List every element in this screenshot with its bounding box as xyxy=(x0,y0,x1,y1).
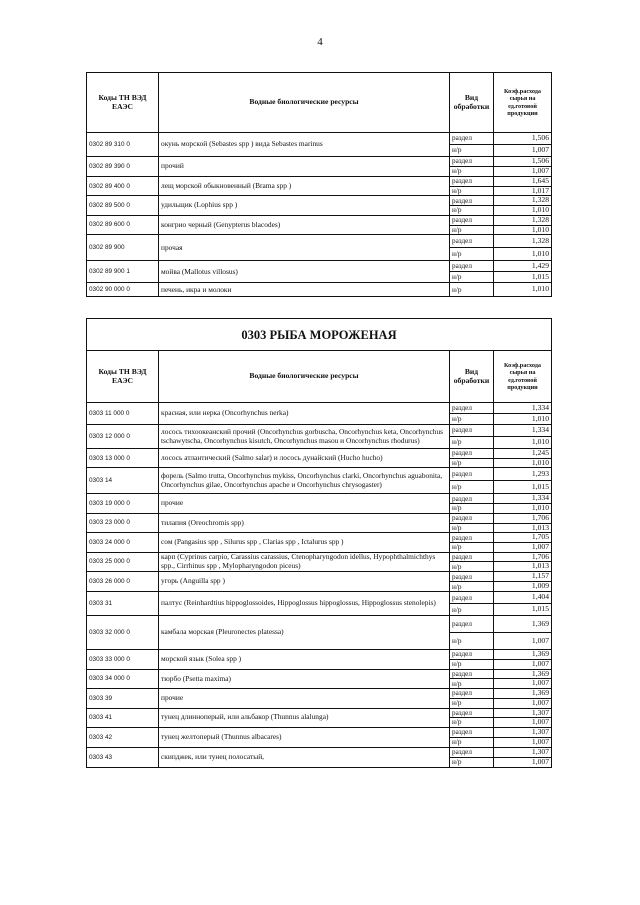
row-processing-kind: раздел xyxy=(450,552,494,562)
row-code: 0303 11 000 0 xyxy=(87,403,159,425)
row-coefficient: 1,010 xyxy=(494,225,552,235)
row-processing-kind: раздел xyxy=(450,468,494,481)
row-resource-name: скипджек, или тунец полосатый, xyxy=(159,747,450,767)
table-row xyxy=(87,449,552,459)
row-coefficient: 1,007 xyxy=(494,757,552,767)
table-row xyxy=(87,572,552,582)
table-row xyxy=(87,592,552,604)
row-coefficient: 1,245 xyxy=(494,449,552,459)
row-coefficient: 1,007 xyxy=(494,167,552,177)
row-code: 0303 42 xyxy=(87,727,159,747)
page-number: 4 xyxy=(317,36,323,48)
row-processing-kind: н/р xyxy=(450,481,494,494)
table-row xyxy=(87,708,552,718)
row-processing-kind: н/р xyxy=(450,504,494,514)
row-code: 0303 19 000 0 xyxy=(87,494,159,513)
row-coefficient: 1,007 xyxy=(494,659,552,669)
row-coefficient: 1,010 xyxy=(494,458,552,468)
row-code: 0302 89 900 xyxy=(87,235,159,261)
coefficients-table-0303 xyxy=(86,350,552,768)
row-code: 0303 34 000 0 xyxy=(87,669,159,688)
row-coefficient: 1,010 xyxy=(494,248,552,261)
row-resource-name: печень, икра и молоки xyxy=(159,283,450,297)
table-row xyxy=(87,533,552,543)
row-processing-kind: н/р xyxy=(450,562,494,572)
row-processing-kind: н/р xyxy=(450,659,494,669)
row-coefficient: 1,293 xyxy=(494,468,552,481)
row-processing-kind: раздел xyxy=(450,196,494,206)
table-row xyxy=(87,283,552,297)
row-resource-name: форель (Salmo trutta, Oncorhynchus mykiss, Oncorhynchus clarki, Oncorhynchus aguabonita, Oncorhynchus gilae, Oncorhynchus apache и Oncorhynchus chrysogaster) xyxy=(159,468,450,494)
row-processing-kind: н/р xyxy=(450,272,494,283)
row-processing-kind: раздел xyxy=(450,592,494,604)
row-coefficient: 1,013 xyxy=(494,562,552,572)
row-code: 0303 25 000 0 xyxy=(87,552,159,571)
row-resource-name: конгрио черный (Genypterus blacodes) xyxy=(159,215,450,234)
row-coefficient: 1,506 xyxy=(494,133,552,145)
row-resource-name: тунец длинноперый, или альбакор (Thunnus alalunga) xyxy=(159,708,450,727)
row-coefficient: 1,369 xyxy=(494,650,552,660)
row-processing-kind: раздел xyxy=(450,133,494,145)
row-coefficient: 1,017 xyxy=(494,186,552,196)
row-processing-kind: раздел xyxy=(450,215,494,225)
row-coefficient: 1,705 xyxy=(494,533,552,543)
header-coef: Коэф.расхода сырья на ед.готовой продукции xyxy=(494,351,552,403)
row-code: 0302 89 310 0 xyxy=(87,133,159,157)
row-code: 0303 24 000 0 xyxy=(87,533,159,552)
row-processing-kind: н/р xyxy=(450,679,494,689)
row-code: 0302 89 600 0 xyxy=(87,215,159,234)
section-title: 0303 РЫБА МОРОЖЕНАЯ xyxy=(86,318,552,350)
row-processing-kind: раздел xyxy=(450,494,494,504)
row-code: 0302 89 500 0 xyxy=(87,196,159,215)
row-code: 0303 12 000 0 xyxy=(87,425,159,449)
table-row xyxy=(87,689,552,699)
row-coefficient: 1,010 xyxy=(494,283,552,297)
row-coefficient: 1,007 xyxy=(494,737,552,747)
row-coefficient: 1,334 xyxy=(494,425,552,437)
row-coefficient: 1,007 xyxy=(494,679,552,689)
row-resource-name: мойва (Mallotus villosus) xyxy=(159,261,450,283)
row-code: 0303 39 xyxy=(87,689,159,708)
table-row xyxy=(87,494,552,504)
row-coefficient: 1,307 xyxy=(494,727,552,737)
row-coefficient: 1,007 xyxy=(494,698,552,708)
table-row xyxy=(87,215,552,225)
row-processing-kind: раздел xyxy=(450,261,494,272)
row-code: 0303 23 000 0 xyxy=(87,513,159,532)
row-processing-kind: н/р xyxy=(450,186,494,196)
table-body xyxy=(87,133,552,297)
table-row xyxy=(87,177,552,187)
row-processing-kind: раздел xyxy=(450,727,494,737)
row-processing-kind: раздел xyxy=(450,157,494,167)
row-resource-name: прочая xyxy=(159,235,450,261)
table-row xyxy=(87,747,552,757)
row-processing-kind: н/р xyxy=(450,414,494,425)
row-resource-name: лосось тихоокеанский прочий (Oncorhynchus gorbuscha, Oncorhynchus keta, Oncorhynchus tschawytscha, Oncorhynchus kisutch, Oncorhynchus masou и Oncorhynchus rhodurus) xyxy=(159,425,450,449)
row-coefficient: 1,015 xyxy=(494,272,552,283)
row-resource-name: прочие xyxy=(159,494,450,513)
table-row xyxy=(87,403,552,414)
row-processing-kind: раздел xyxy=(450,669,494,679)
row-coefficient: 1,010 xyxy=(494,414,552,425)
row-coefficient: 1,013 xyxy=(494,523,552,533)
row-processing-kind: н/р xyxy=(450,206,494,216)
row-coefficient: 1,429 xyxy=(494,261,552,272)
row-processing-kind: н/р xyxy=(450,248,494,261)
row-coefficient: 1,706 xyxy=(494,552,552,562)
table-row xyxy=(87,133,552,145)
header-resource: Водные биологические ресурсы xyxy=(159,73,450,133)
row-coefficient: 1,007 xyxy=(494,145,552,157)
table-body xyxy=(87,403,552,768)
row-processing-kind: н/р xyxy=(450,757,494,767)
row-coefficient: 1,706 xyxy=(494,513,552,523)
row-processing-kind: н/р xyxy=(450,698,494,708)
row-resource-name: карп (Cyprinus carpio, Carassius carassius, Ctenopharyngodon idellus, Hypophthalmichthys spp., Cirrhinus spp , Mylopharyngodon piceus) xyxy=(159,552,450,571)
table-row xyxy=(87,425,552,437)
row-processing-kind: н/р xyxy=(450,458,494,468)
row-coefficient: 1,157 xyxy=(494,572,552,582)
row-resource-name: камбала морская (Pleuronectes platessa) xyxy=(159,616,450,650)
header-resource: Водные биологические ресурсы xyxy=(159,351,450,403)
row-resource-name: тунец желтоперый (Thunnus albacares) xyxy=(159,727,450,747)
row-code: 0303 31 xyxy=(87,592,159,616)
row-processing-kind: н/р xyxy=(450,718,494,728)
row-coefficient: 1,506 xyxy=(494,157,552,167)
table-row xyxy=(87,468,552,481)
header-code: Коды ТН ВЭД ЕАЭС xyxy=(87,73,159,133)
row-coefficient: 1,328 xyxy=(494,235,552,248)
row-processing-kind: раздел xyxy=(450,403,494,414)
row-coefficient: 1,007 xyxy=(494,543,552,553)
row-code: 0303 26 000 0 xyxy=(87,572,159,592)
table-row xyxy=(87,616,552,633)
row-coefficient: 1,645 xyxy=(494,177,552,187)
table-row xyxy=(87,669,552,679)
row-coefficient: 1,307 xyxy=(494,708,552,718)
row-processing-kind: н/р xyxy=(450,145,494,157)
table-row xyxy=(87,157,552,167)
row-coefficient: 1,010 xyxy=(494,504,552,514)
row-coefficient: 1,007 xyxy=(494,633,552,650)
row-processing-kind: раздел xyxy=(450,689,494,699)
row-resource-name: окунь морской (Sebastes spp ) вида Sebastes marinus xyxy=(159,133,450,157)
row-coefficient: 1,010 xyxy=(494,437,552,449)
table-header xyxy=(87,73,552,133)
table-header xyxy=(87,351,552,403)
row-processing-kind: н/р xyxy=(450,737,494,747)
row-resource-name: морской язык (Solea spp ) xyxy=(159,650,450,669)
row-processing-kind: раздел xyxy=(450,425,494,437)
row-resource-name: удильщик (Lophius spp ) xyxy=(159,196,450,215)
table-row xyxy=(87,552,552,562)
row-processing-kind: раздел xyxy=(450,513,494,523)
row-processing-kind: раздел xyxy=(450,235,494,248)
row-code: 0303 33 000 0 xyxy=(87,650,159,669)
table-row xyxy=(87,513,552,523)
row-resource-name: лещ морской обыкновенный (Brama spp ) xyxy=(159,177,450,196)
row-coefficient: 1,015 xyxy=(494,604,552,616)
row-coefficient: 1,007 xyxy=(494,718,552,728)
table-row xyxy=(87,727,552,737)
row-coefficient: 1,334 xyxy=(494,403,552,414)
row-coefficient: 1,369 xyxy=(494,669,552,679)
row-resource-name: красная, или нерка (Oncorhynchus nerka) xyxy=(159,403,450,425)
row-coefficient: 1,369 xyxy=(494,689,552,699)
row-code: 0302 89 900 1 xyxy=(87,261,159,283)
table-row xyxy=(87,650,552,660)
row-processing-kind: раздел xyxy=(450,177,494,187)
header-kind: Вид обработки xyxy=(450,73,494,133)
table-row xyxy=(87,235,552,248)
row-coefficient: 1,328 xyxy=(494,215,552,225)
row-resource-name: прочие xyxy=(159,689,450,708)
row-code: 0303 43 xyxy=(87,747,159,767)
row-processing-kind: н/р xyxy=(450,582,494,592)
row-code: 0302 90 000 0 xyxy=(87,283,159,297)
row-coefficient: 1,404 xyxy=(494,592,552,604)
row-code: 0302 89 400 0 xyxy=(87,177,159,196)
row-coefficient: 1,009 xyxy=(494,582,552,592)
row-processing-kind: н/р xyxy=(450,633,494,650)
row-processing-kind: раздел xyxy=(450,708,494,718)
row-processing-kind: н/р xyxy=(450,543,494,553)
row-code: 0302 89 390 0 xyxy=(87,157,159,177)
row-resource-name: палтус (Reinhardtius hippoglossoides, Hippoglossus hippoglossus, Hippoglossus stenolepis) xyxy=(159,592,450,616)
row-code: 0303 41 xyxy=(87,708,159,727)
row-processing-kind: н/р xyxy=(450,225,494,235)
row-resource-name: прочий xyxy=(159,157,450,177)
coefficients-table-0302 xyxy=(86,72,552,297)
row-coefficient: 1,307 xyxy=(494,747,552,757)
row-processing-kind: раздел xyxy=(450,616,494,633)
row-processing-kind: раздел xyxy=(450,533,494,543)
row-code: 0303 14 xyxy=(87,468,159,494)
row-processing-kind: н/р xyxy=(450,604,494,616)
row-resource-name: сом (Pangasius spp , Silurus spp , Clarias spp , Ictalurus spp ) xyxy=(159,533,450,552)
header-code: Коды ТН ВЭД ЕАЭС xyxy=(87,351,159,403)
row-coefficient: 1,334 xyxy=(494,494,552,504)
row-processing-kind: раздел xyxy=(450,449,494,459)
header-coef: Коэф.расхода сырья на ед.готовой продукции xyxy=(494,73,552,133)
row-resource-name: угорь (Anguilla spp ) xyxy=(159,572,450,592)
table-row xyxy=(87,261,552,272)
row-code: 0303 32 000 0 xyxy=(87,616,159,650)
row-processing-kind: раздел xyxy=(450,650,494,660)
row-processing-kind: н/р xyxy=(450,167,494,177)
table-row xyxy=(87,196,552,206)
row-coefficient: 1,010 xyxy=(494,206,552,216)
row-resource-name: тюрбо (Psetta maxima) xyxy=(159,669,450,688)
row-coefficient: 1,328 xyxy=(494,196,552,206)
header-kind: Вид обработки xyxy=(450,351,494,403)
row-processing-kind: н/р xyxy=(450,283,494,297)
row-code: 0303 13 000 0 xyxy=(87,449,159,468)
row-processing-kind: раздел xyxy=(450,572,494,582)
row-resource-name: тилапия (Oreochromis spp) xyxy=(159,513,450,532)
row-processing-kind: раздел xyxy=(450,747,494,757)
row-processing-kind: н/р xyxy=(450,437,494,449)
row-coefficient: 1,369 xyxy=(494,616,552,633)
row-coefficient: 1,015 xyxy=(494,481,552,494)
row-processing-kind: н/р xyxy=(450,523,494,533)
row-resource-name: лосось атлантический (Salmo salar) и лосось дунайский (Hucho hucho) xyxy=(159,449,450,468)
